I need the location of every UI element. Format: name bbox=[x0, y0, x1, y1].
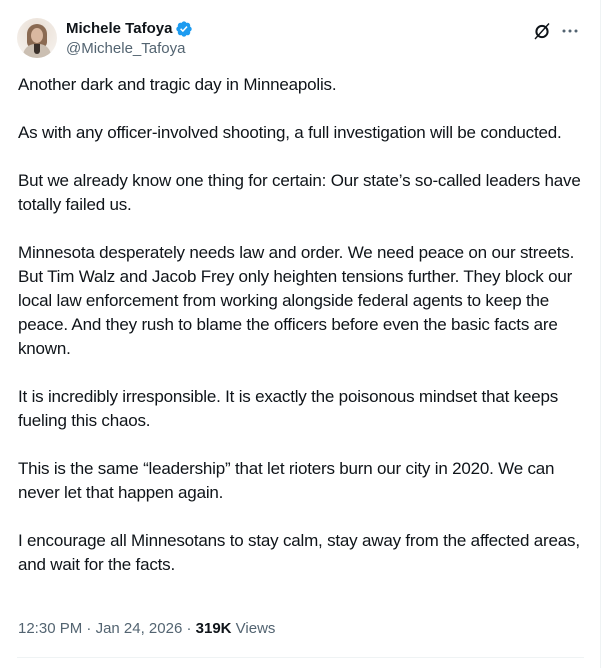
tweet-paragraph: I encourage all Minnesotans to stay calm, stay away from the affected areas, and wait for the facts. bbox=[18, 531, 580, 574]
tweet-meta bbox=[18, 618, 275, 640]
meta-separator: · bbox=[182, 620, 196, 637]
views-count[interactable]: 319K bbox=[195, 620, 232, 637]
tweet-paragraph: This is the same “leadership” that let rioters burn our city in 2020. We can never let that happen again. bbox=[18, 459, 555, 502]
name-row bbox=[66, 19, 193, 39]
avatar-face bbox=[31, 28, 43, 43]
more-horizontal-icon bbox=[562, 29, 578, 33]
tweet-header bbox=[17, 17, 600, 59]
verified-badge-icon[interactable] bbox=[175, 20, 193, 38]
tweet-paragraph: It is incredibly irresponsible. It is exactly the poisonous mindset that keeps fueling this chaos. bbox=[18, 387, 559, 430]
author-handle[interactable]: @Michele_Tafoya bbox=[66, 40, 186, 57]
display-name[interactable]: Michele Tafoya bbox=[66, 20, 173, 37]
tweet-paragraph: As with any officer-involved shooting, a full investigation will be conducted. bbox=[18, 123, 562, 142]
more-options-button[interactable] bbox=[560, 21, 580, 41]
divider bbox=[17, 657, 584, 658]
avatar-body bbox=[23, 44, 51, 58]
tweet-date[interactable]: Jan 24, 2026 bbox=[95, 620, 183, 637]
views-label: Views bbox=[231, 620, 276, 637]
author-info bbox=[66, 19, 193, 59]
header-actions bbox=[532, 21, 580, 41]
tweet-time[interactable]: 12:30 PM bbox=[18, 620, 83, 637]
tweet-paragraph: Another dark and tragic day in Minneapolis. bbox=[18, 75, 337, 94]
tweet-text bbox=[18, 73, 588, 577]
avatar[interactable] bbox=[17, 18, 57, 58]
tweet-paragraph: Minnesota desperately needs law and order. We need peace on our streets. But Tim Walz and Jacob Frey only heighten tensions further. They block our local law enforcement from working alongside federal agents to keep the peace. And they rush to blame the officers before even the basic facts are known. bbox=[18, 243, 575, 358]
tweet-paragraph: But we already know one thing for certain: Our state’s so-called leaders have totally failed us. bbox=[18, 171, 581, 214]
meta-separator: · bbox=[82, 620, 96, 637]
grok-icon[interactable] bbox=[532, 21, 552, 41]
